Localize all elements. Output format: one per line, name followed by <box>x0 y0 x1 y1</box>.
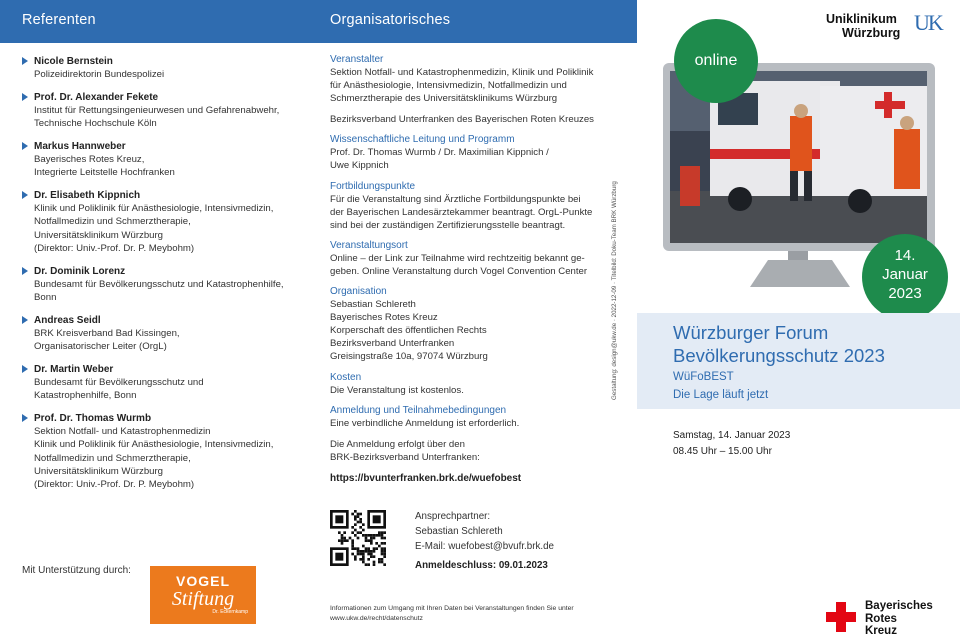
referent-affiliation: Technische Hochschule Köln <box>34 118 157 130</box>
referent-affiliation: BRK Kreisverband Bad Kissingen, <box>34 327 180 339</box>
event-date: Samstag, 14. Januar 2023 <box>673 430 791 441</box>
brk-line2: Rotes <box>865 612 897 625</box>
registration-deadline: Anmeldeschluss: 09.01.2023 <box>415 560 548 571</box>
referent-affiliation: Bayerisches Rotes Kreuz, <box>34 153 145 165</box>
org-section-line <box>330 105 630 113</box>
referent-affiliation: Universitätsklinikum Würzburg <box>34 465 164 477</box>
org-section-line: Uwe Kippnich <box>330 160 389 172</box>
forum-title-block <box>637 313 960 409</box>
brk-line3: Kreuz <box>865 625 897 637</box>
vogel-stiftung-logo <box>150 566 256 624</box>
qr-code[interactable] <box>330 510 386 566</box>
logo-eckernkamp-text: Dr. Eckernkamp <box>212 609 248 615</box>
referent-name: Markus Hannweber <box>34 140 126 152</box>
forum-tagline: Die Lage läuft jetzt <box>673 389 769 401</box>
referent-affiliation: Klinik und Poliklinik für Anästhesiologie, Intensivmedizin, <box>34 439 274 451</box>
org-section-line: Eine verbindliche Anmeldung ist erforderlich. <box>330 417 520 429</box>
referent-name: Prof. Dr. Alexander Fekete <box>34 91 159 103</box>
referent-name: Dr. Dominik Lorenz <box>34 265 126 277</box>
org-section-heading: Organisation <box>330 286 387 298</box>
referent-name: Dr. Elisabeth Kippnich <box>34 189 141 201</box>
referent-affiliation: Bundesamt für Bevölkerungsschutz und Katastrophenhilfe, <box>34 278 284 290</box>
bullet-triangle-icon <box>22 57 28 65</box>
bullet-triangle-icon <box>22 93 28 101</box>
referent-affiliation: Katastrophenhilfe, Bonn <box>34 390 137 402</box>
org-section-line: Sektion Notfall- und Katastrophenmedizin, Klinik und Poliklinik <box>330 67 594 78</box>
uk-mark: UK <box>914 10 942 35</box>
bullet-triangle-icon <box>22 365 28 373</box>
org-section-heading: Fortbildungspunkte <box>330 180 416 192</box>
event-time: 08.45 Uhr – 15.00 Uhr <box>673 445 772 457</box>
org-section-heading: Veranstaltungsort <box>330 239 408 251</box>
referent-name: Prof. Dr. Thomas Wurmb <box>34 412 152 424</box>
red-cross-icon <box>826 602 856 632</box>
org-section-heading: Wissenschaftliche Leitung und Programm <box>330 134 515 146</box>
privacy-notice <box>330 604 630 624</box>
contact-email[interactable]: E-Mail: wuefobest@bvufr.brk.de <box>415 541 554 552</box>
org-section-line: BRK-Bezirksverband Unterfranken: <box>330 451 480 463</box>
contact-label: Ansprechpartner: <box>415 511 491 522</box>
referent-item <box>22 314 312 354</box>
org-section-heading: Kosten <box>330 371 362 383</box>
referent-affiliation: Bonn <box>34 291 57 303</box>
referent-item <box>22 363 312 403</box>
forum-abbreviation: WüFoBEST <box>673 371 734 383</box>
brk-logo <box>826 600 951 638</box>
org-section-line: Bezirksverband Unterfranken des Bayerischen Roten Kreuzes <box>330 114 594 126</box>
registration-url-link[interactable]: https://bvunterfranken.brk.de/wuefobest <box>330 472 522 484</box>
org-sections <box>330 53 630 464</box>
logo-vogel-text: VOGEL <box>175 573 230 589</box>
date-badge-year: 2023 <box>888 285 922 302</box>
referenten-heading: Referenten <box>22 12 96 28</box>
referent-affiliation: (Direktor: Univ.-Prof. Dr. P. Meybohm) <box>34 479 195 491</box>
org-section-line: Bayerisches Rotes Kreuz <box>330 312 438 324</box>
org-section-line: für Anästhesiologie, Intensivmedizin, Notfallmedizin und <box>330 80 567 92</box>
brk-line1: Bayerisches <box>865 600 933 612</box>
uk-name-line1: Uniklinikum <box>826 12 897 26</box>
org-section-line: Korperschaft des öffentlichen Rechts <box>330 325 487 337</box>
org-section-line: sind bei der zuständigen Zertifizierungsstelle beantragt. <box>330 219 566 231</box>
uk-name-line2: Würzburg <box>842 26 901 40</box>
date-badge-month: Januar <box>882 266 928 283</box>
referent-affiliation: Integrierte Leitstelle Hochfranken <box>34 167 175 179</box>
referent-affiliation: Polizeidirektorin Bundespolizei <box>34 69 165 80</box>
referent-item <box>22 189 312 255</box>
org-section-heading: Veranstalter <box>330 54 384 65</box>
section-header-bar <box>0 0 637 43</box>
referenten-list <box>22 55 312 501</box>
date-badge-day: 14. <box>894 247 916 264</box>
bullet-triangle-icon <box>22 142 28 150</box>
uniklinikum-logo <box>826 9 948 41</box>
referent-item <box>22 55 312 81</box>
organisation-details <box>330 53 630 484</box>
contact-name: Sebastian Schlereth <box>415 526 503 537</box>
bullet-triangle-icon <box>22 267 28 275</box>
forum-title-line1: Würzburger Forum <box>673 322 829 343</box>
org-section-line: Schmerztherapie des Universitätsklinikums Würzburg <box>330 93 558 105</box>
privacy-link[interactable]: www.ukw.de/recht/datenschutz <box>330 615 423 622</box>
organisatorisches-heading: Organisatorisches <box>330 12 451 28</box>
contact-block <box>415 509 554 573</box>
referent-affiliation: Notfallmedizin und Schmerztherapie, <box>34 452 191 464</box>
referent-affiliation: (Direktor: Univ.-Prof. Dr. P. Meybohm) <box>34 242 195 254</box>
logo-stiftung-text: Stiftung <box>171 588 235 610</box>
event-datetime <box>673 428 790 459</box>
org-section-line: Greisingstraße 10a, 97074 Würzburg <box>330 351 488 363</box>
online-badge-text: online <box>694 52 738 69</box>
support-label: Mit Unterstützung durch: <box>22 565 131 576</box>
referent-item <box>22 412 312 491</box>
org-section-line: Prof. Dr. Thomas Wurmb / Dr. Maximilian Kippnich / <box>330 147 549 159</box>
org-section-line <box>330 430 630 438</box>
org-section-line: Für die Veranstaltung sind Ärztliche Fortbildungspunkte bei <box>330 193 581 205</box>
referent-affiliation: Universitätsklinikum Würzburg <box>34 229 164 241</box>
referent-affiliation: Bundesamt für Bevölkerungsschutz und <box>34 376 204 388</box>
monitor-stand <box>750 260 850 287</box>
bullet-triangle-icon <box>22 414 28 422</box>
referent-item <box>22 91 312 131</box>
org-section-line: Sebastian Schlereth <box>330 299 416 311</box>
forum-title-line2: Bevölkerungsschutz 2023 <box>673 345 885 366</box>
org-section-line: Die Veranstaltung ist kostenlos. <box>330 384 464 396</box>
date-badge <box>862 234 948 320</box>
org-section-line: Bezirksverband Unterfranken <box>330 338 455 350</box>
org-section-line: Online – der Link zur Teilnahme wird rechtzeitig bekannt ge- <box>330 252 585 264</box>
online-badge <box>674 19 758 103</box>
design-credit: Gestaltung: design@ukw.de · 2022-12-09 · Titelbild: Doku-Team BRK Würzburg <box>611 181 618 400</box>
privacy-line-1: Informationen zum Umgang mit Ihren Daten bei Veranstaltungen finden Sie unter <box>330 605 574 612</box>
org-section-line: der Bayerischen Landesärztekammer beantragt. OrgL-Punkte <box>330 206 593 218</box>
referent-name: Andreas Seidl <box>34 314 101 326</box>
referent-affiliation: Klinik und Poliklinik für Anästhesiologie, Intensivmedizin, <box>34 202 274 214</box>
org-section-line: geben. Online Veranstaltung durch Vogel Convention Center <box>330 265 588 277</box>
referent-affiliation: Sektion Notfall- und Katastrophenmedizin <box>34 425 211 437</box>
referent-item <box>22 140 312 180</box>
referent-affiliation: Notfallmedizin und Schmerztherapie, <box>34 216 191 228</box>
org-section-line: Die Anmeldung erfolgt über den <box>330 438 465 450</box>
bullet-triangle-icon <box>22 191 28 199</box>
referent-item <box>22 265 312 305</box>
referent-affiliation: Organisatorischer Leiter (OrgL) <box>34 341 167 353</box>
referent-name: Dr. Martin Weber <box>34 363 114 375</box>
bullet-triangle-icon <box>22 316 28 324</box>
referent-name: Nicole Bernstein <box>34 56 113 67</box>
org-section-heading: Anmeldung und Teilnahmebedingungen <box>330 404 507 416</box>
referent-affiliation: Institut für Rettungsingenieurwesen und Gefahrenabwehr, <box>34 104 280 116</box>
